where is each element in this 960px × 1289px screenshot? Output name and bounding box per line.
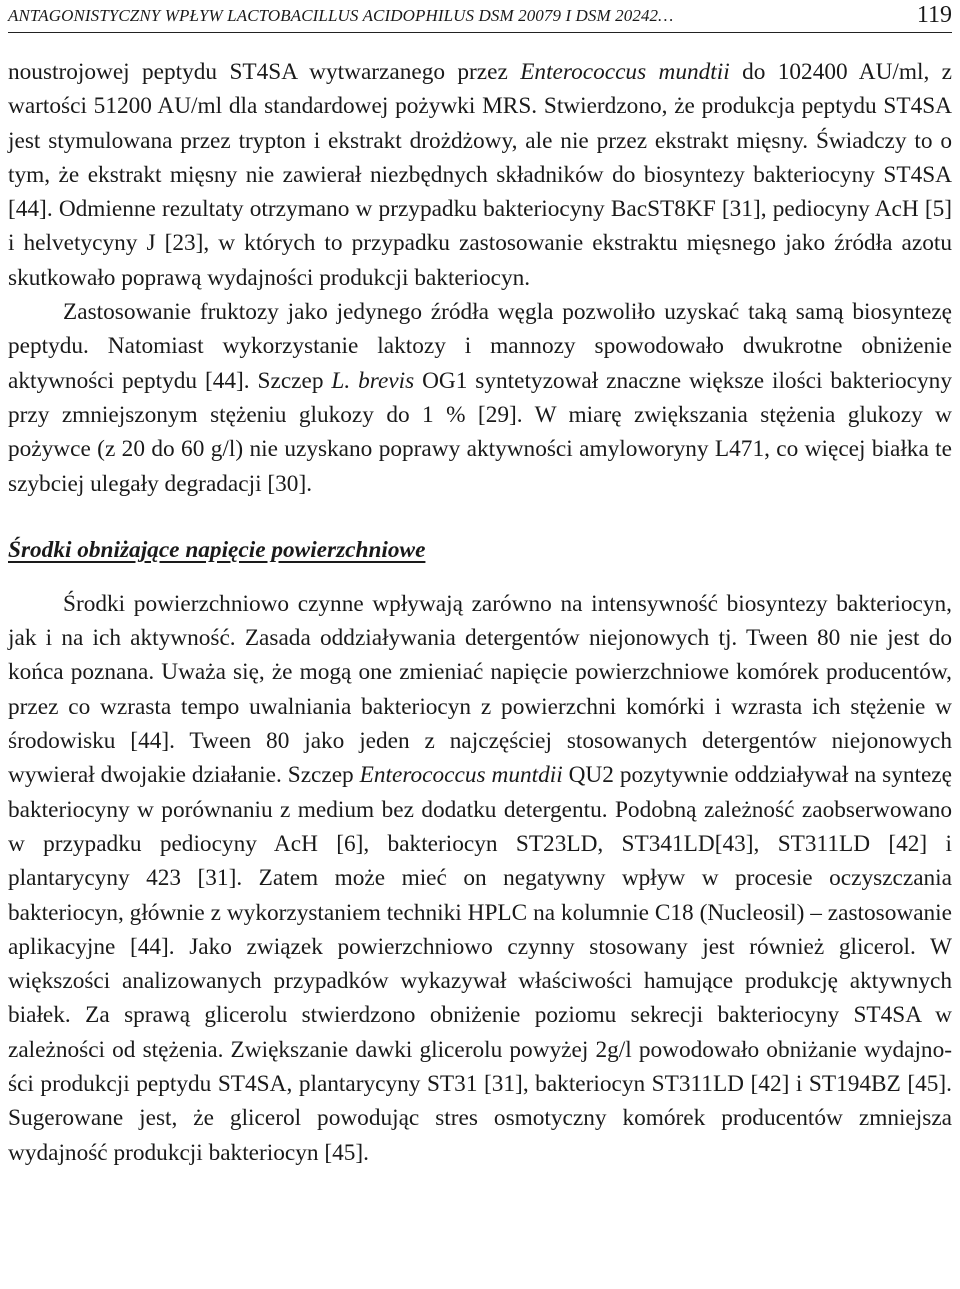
text-run: Zastosowanie fruktozy jako jedynego źródła węgla pozwoliło uzyskać taką samą biosyntezę peptydu. Natomiast wykorzystanie laktozy i mannozy spowodowało dwukrotne obniżenie aktywności peptydu [44]. Szczep [8,299,952,394]
body-text [8,55,952,1170]
running-header [8,2,952,33]
page-number: 119 [916,2,952,28]
running-title: ANTAGONISTYCZNY WPŁYW LACTOBACILLUS ACIDOPHILUS DSM 20079 I DSM 20242… [8,6,674,25]
text-run: Środki powierzchniowo czynne wpływają zarówno na intensywność biosyntezy bakteriocyn, jak i na ich aktywność. Zasada oddziaływania detergentów niejonowych tj. Tween 80 nie jest do końca poznana. Uważa się, że mogą one zmieniać napięcie powierzchniowe komórek producentów, przez co wzrasta tempo uwalniania bakteriocyn z powierzchni komórki i wzrasta ich stężenie w środowisku [44]. Tween 80 jako jeden z najczęściej stosowanych detergentów niejonowych wywierał dwojakie działanie. Szczep [8,590,952,789]
section-heading: Środki obniżające napięcie powierzchniowe [8,536,426,563]
text-run: do 102400 AU/ml, z wartości 51200 AU/ml dla standardowej pożywki MRS. Stwierdzono, że produkcja peptydu ST4SA jest stymulowana przez trypton i ekstrakt drożdżowy, ale nie przez ekstrakt mięsny. Świadczy to o tym, że ekstrakt mięsny nie zawierał niezbędnych składników do biosyntezy bakteriocyny ST4SA [44]. Odmienne rezultaty otrzymano w przypadku bakteriocyny BacST8KF [31], pediocyny AcH [5] i helvetycyny J [23], w których to przypadku zastosowanie ekstraktu mięsnego jako źródła azotu skutkowało poprawą wydajności produkcji bakteriocyn. [8,59,952,291]
paragraph-carbon-source [8,295,952,501]
paragraph-surfactants [8,587,952,1170]
species-name: L. brevis [331,367,415,394]
paragraph-continuation [8,55,952,295]
text-run: QU2 pozytywnie oddziaływał na syntezę bakteriocyny w porównaniu z medium bez dodatku detergentu. Podobną zależność zaobserwowano w przypadku pediocyny AcH [6], bakteriocyn ST23LD, ST341LD[43], ST311LD [42] i plantarycyny 423 [31]. Zatem może mieć on negatywny wpływ w procesie oczyszczania bakteriocyn, głównie z wykorzystaniem techniki HPLC na kolumnie C18 (Nucleosil) – zastosowanie aplikacyjne [44]. Jako związek powierzchniowo czynny stosowany jest również glicerol. W większości analizowanych przypadków wykazywał właściwości hamujące produkcję aktywnych białek. Za sprawą glicerolu stwierdzono obniżenie poziomu sekrecji bakteriocyny ST4SA w zależności od stężenia. Zwiększanie dawki glicerolu powyżej 2g/l powodowało obniżanie wydajności produkcji peptydu ST4SA, plantarycyny ST31 [31], bakteriocyn ST311LD [42] i ST194BZ [45]. Sugerowane jest, że glicerol powodując stres osmotyczny komórek producentów zmniejsza wydajność produkcji bakteriocyn [45]. [8,762,952,1166]
text-run: OG1 syntetyzował znaczne większe ilości bakteriocyny przy zmniejszonym stężeniu glukozy do 1 % [29]. W miarę zwiększania stężenia glukozy w pożywce (z 20 do 60 g/l) nie uzyskano poprawy aktywności amyloworyny L471, co więcej białka te szybciej ulegały degradacji [30]. [8,367,952,497]
species-name: Enterococcus mundtii [520,59,730,85]
text-run: noustrojowej peptydu ST4SA wytwarzanego przez [8,59,521,85]
page [8,0,952,1170]
species-name: Enterococcus muntdii [359,762,563,789]
